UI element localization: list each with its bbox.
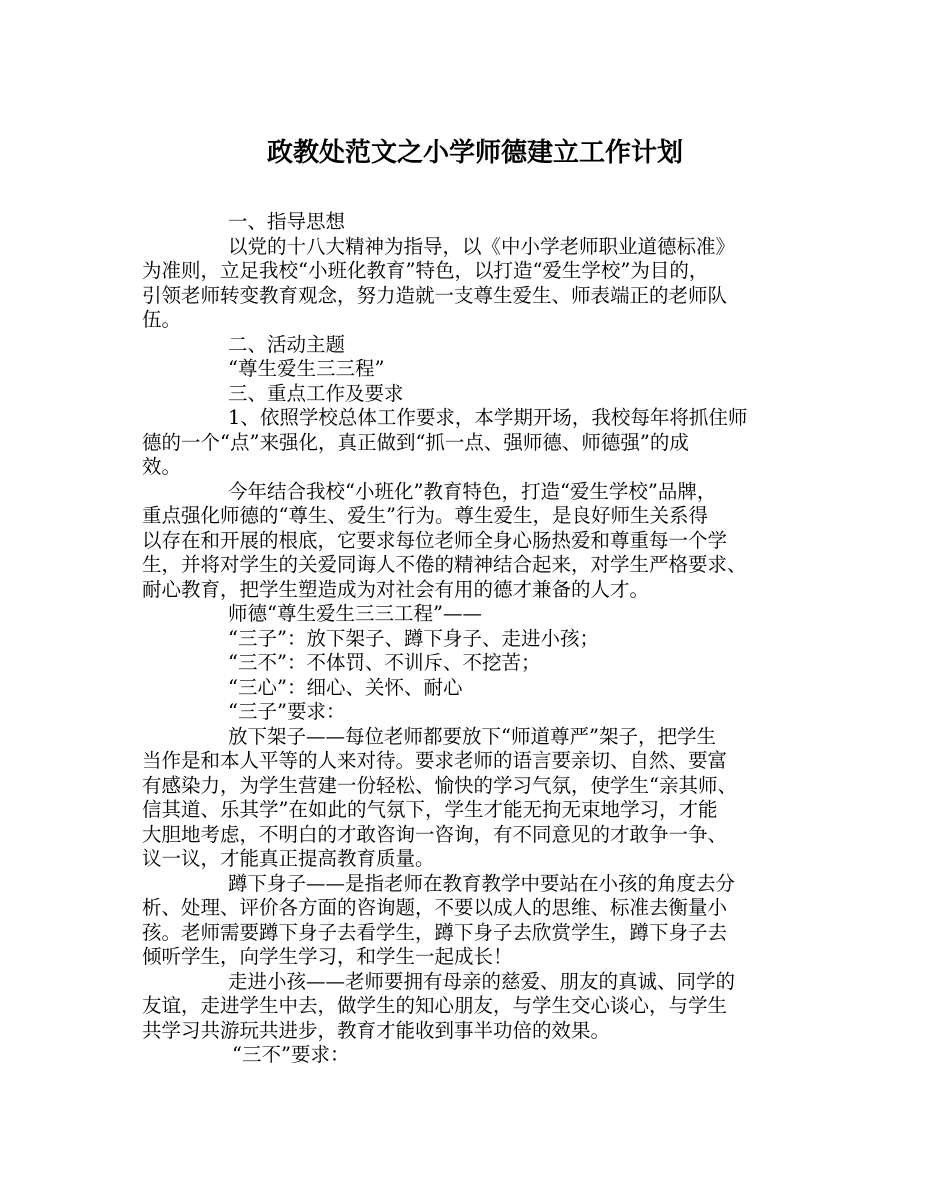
paragraph-line: 效。 [142,455,182,478]
paragraph-line: 友谊，走进学生中去，做学生的知心朋友，与学生交心谈心，与学生 [142,994,728,1017]
project-heading: 师德“尊生爱生三三工程”—— [228,602,482,625]
subheading: “三不”要求： [232,1043,350,1066]
paragraph-line: 共学习共游玩共进步，教育才能收到事半功倍的效果。 [142,1018,611,1042]
paragraph-line: 走进小孩——老师要拥有母亲的慈爱、朋友的真诚、同学的 [228,969,736,993]
paragraph-line: 生，并将对学生的关爱同诲人不倦的精神结合起来，对学生严格要求、 [142,553,747,576]
paragraph-line: 有感染力，为学生营建一份轻松、愉快的学习气氛，使学生“亲其师、 [142,773,737,797]
list-item: “三子”：放下架子、蹲下身子、走进小孩； [228,626,599,650]
heading-guiding-thought: 一、指导思想 [228,210,346,233]
paragraph-line: 倾听学生，向学生学习，和学生一起成长！ [142,945,513,968]
paragraph-line: 析、处理、评价各方面的咨询题，不要以成人的思维、标准去衡量小 [142,896,728,919]
paragraph-line: 孩。老师需要蹲下身子去看学生，蹲下身子去欣赏学生，蹲下身子去 [142,920,728,944]
paragraph-line: 大胆地考虑，不明白的才敢咨询一咨询，有不同意见的才敢争一争、 [142,822,728,846]
document-body [142,210,822,1068]
paragraph-line: 伍。 [142,308,182,331]
heading-activity-theme: 二、活动主题 [228,332,346,356]
paragraph-line: 德的一个“点”来强化，真正做到“抓一点、强师德、师德强”的成 [142,430,689,454]
heading-key-work: 三、重点工作及要求 [228,381,404,405]
paragraph-line: 重点强化师德的“尊生、爱生”行为。尊生爱生，是良好师生关系得 [142,504,708,527]
document-title: 政教处范文之小学师德建立工作计划 [266,138,683,168]
paragraph-line: 以存在和开展的根底，它要求每位老师全身心肠热爱和尊重每一个学 [142,528,728,552]
paragraph-line: 今年结合我校“小班化”教育特色，打造“爱生学校”品牌， [228,479,717,503]
subheading: “三子”要求： [228,700,346,723]
list-item: “三心”：细心、关怀、耐心 [228,675,463,699]
list-item: “三不”：不体罚、不训斥、不挖苦； [228,651,541,674]
paragraph-line: 耐心教育，把学生塑造成为对社会有用的德才兼备的人才。 [142,577,650,601]
paragraph-line: 为准则，立足我校“小班化教育”特色，以打造“爱生学校”为目的， [142,259,709,282]
paragraph-line: 蹲下身子——是指老师在教育教学中要站在小孩的角度去分 [228,871,736,895]
paragraph-line: 放下架子——每位老师都要放下“师道尊严”架子，把学生 [228,724,716,748]
paragraph-line: 以党的十八大精神为指导，以《中小学老师职业道德标准》 [228,234,736,258]
paragraph-line: 引领老师转变教育观念，努力造就一支尊生爱生、师表端正的老师队 [142,283,728,307]
paragraph-line: 议一议，才能真正提高教育质量。 [142,847,435,870]
paragraph-line: 信其道、乐其学”在如此的气氛下，学生才能无拘无束地学习，才能 [142,798,718,821]
theme-line: “尊生爱生三三程” [228,357,385,380]
paragraph-line: 1、依照学校总体工作要求，本学期开场，我校每年将抓住师 [228,406,748,429]
paragraph-line: 当作是和本人平等的人来对待。要求老师的语言要亲切、自然、要富 [142,749,728,772]
